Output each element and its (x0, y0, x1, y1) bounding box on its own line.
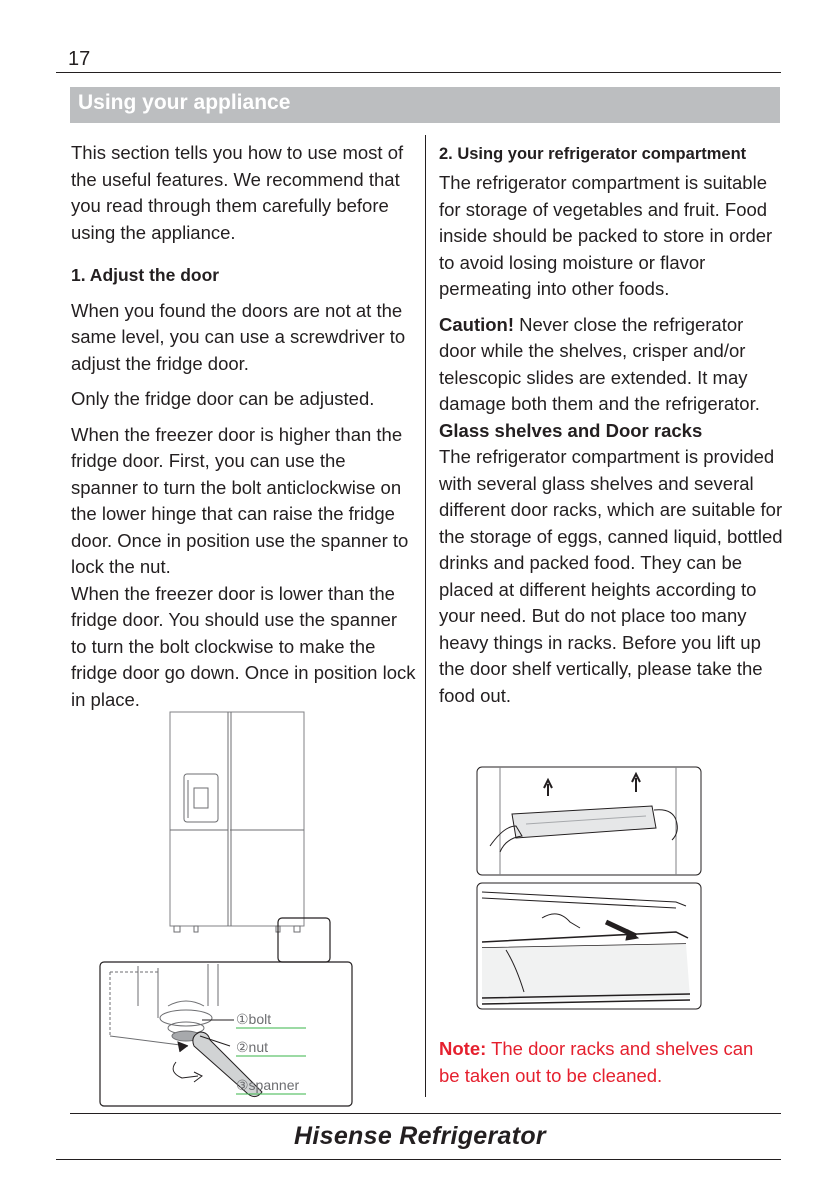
glass-shelf-shape (482, 944, 690, 1002)
brand-footer: Hisense Refrigerator (294, 1122, 546, 1150)
compartment-paragraph: The refrigerator compartment is suitable for storage of vegetables and fruit. Food inside should be packed to store in order to avoid losing moisture or flavor permeating into other foods. (439, 172, 773, 299)
caution-text: Never close the refrigerator door while the shelves, crisper and/or telescopic slides are extended. It may damage both them and the refrigerator. (439, 313, 760, 414)
right-column (439, 140, 784, 709)
water-dispenser (184, 774, 218, 822)
shelves-heading: Glass shelves and Door racks (439, 419, 703, 441)
note-label: Note: (439, 1038, 487, 1059)
footer-rule-bottom (56, 1159, 781, 1160)
fridge-body (170, 712, 304, 926)
caution-label: Caution! (439, 313, 515, 335)
glass-shelf-illustration (476, 882, 702, 1010)
shelves-paragraph: The refrigerator compartment is provided with several glass shelves and several different door racks, which are suitable for the storage of eggs, canned liquid, bottled drinks and packed food. They can be placed at different heights according to your need. But do not place too many heavy things in racks. Before you lift up the door shelf vertically, please take the food out. (439, 446, 783, 706)
caution-paragraph (439, 312, 784, 418)
door-rack-shape (512, 806, 656, 838)
bolt-label: ①bolt (236, 1011, 272, 1027)
adjust-door-paragraph-3: When the freezer door is higher than the fridge door. First, you can use the spanner to turn the bolt anticlockwise on the lower hinge that can raise the fridge door. Once in position use the spanner to lock the nut. (71, 423, 409, 577)
compartment-heading: 2. Using your refrigerator compartment (439, 145, 747, 163)
section-title: Using your appliance (78, 91, 291, 114)
door-adjust-illustration (98, 706, 356, 1108)
door-rack-illustration (476, 766, 702, 876)
column-divider (425, 135, 426, 1097)
adjust-door-heading: 1. Adjust the door (71, 265, 220, 285)
adjust-door-paragraph-2: Only the fridge door can be adjusted. (71, 388, 375, 409)
left-column (71, 140, 416, 713)
note-text: The door racks and shelves can be taken out to be cleaned. (439, 1038, 754, 1086)
adjust-door-paragraph-1: When you found the doors are not at the same level, you can use a screwdriver to adjust the fridge door. (71, 299, 406, 374)
nut-label: ②nut (236, 1039, 269, 1055)
page-number: 17 (68, 48, 91, 70)
adjust-door-paragraph-4: When the freezer door is lower than the fridge door. You should use the spanner to turn the bolt clockwise to make the fridge door go down. Once in position lock in place. (71, 582, 416, 710)
spanner-label: ③spanner (236, 1077, 300, 1093)
footer-rule-top (70, 1113, 781, 1114)
header-rule (56, 72, 781, 73)
note (439, 1036, 769, 1089)
section-header (70, 87, 780, 123)
intro-paragraph: This section tells you how to use most of the useful features. We recommend that you read through them carefully before using the appliance. (71, 142, 404, 243)
